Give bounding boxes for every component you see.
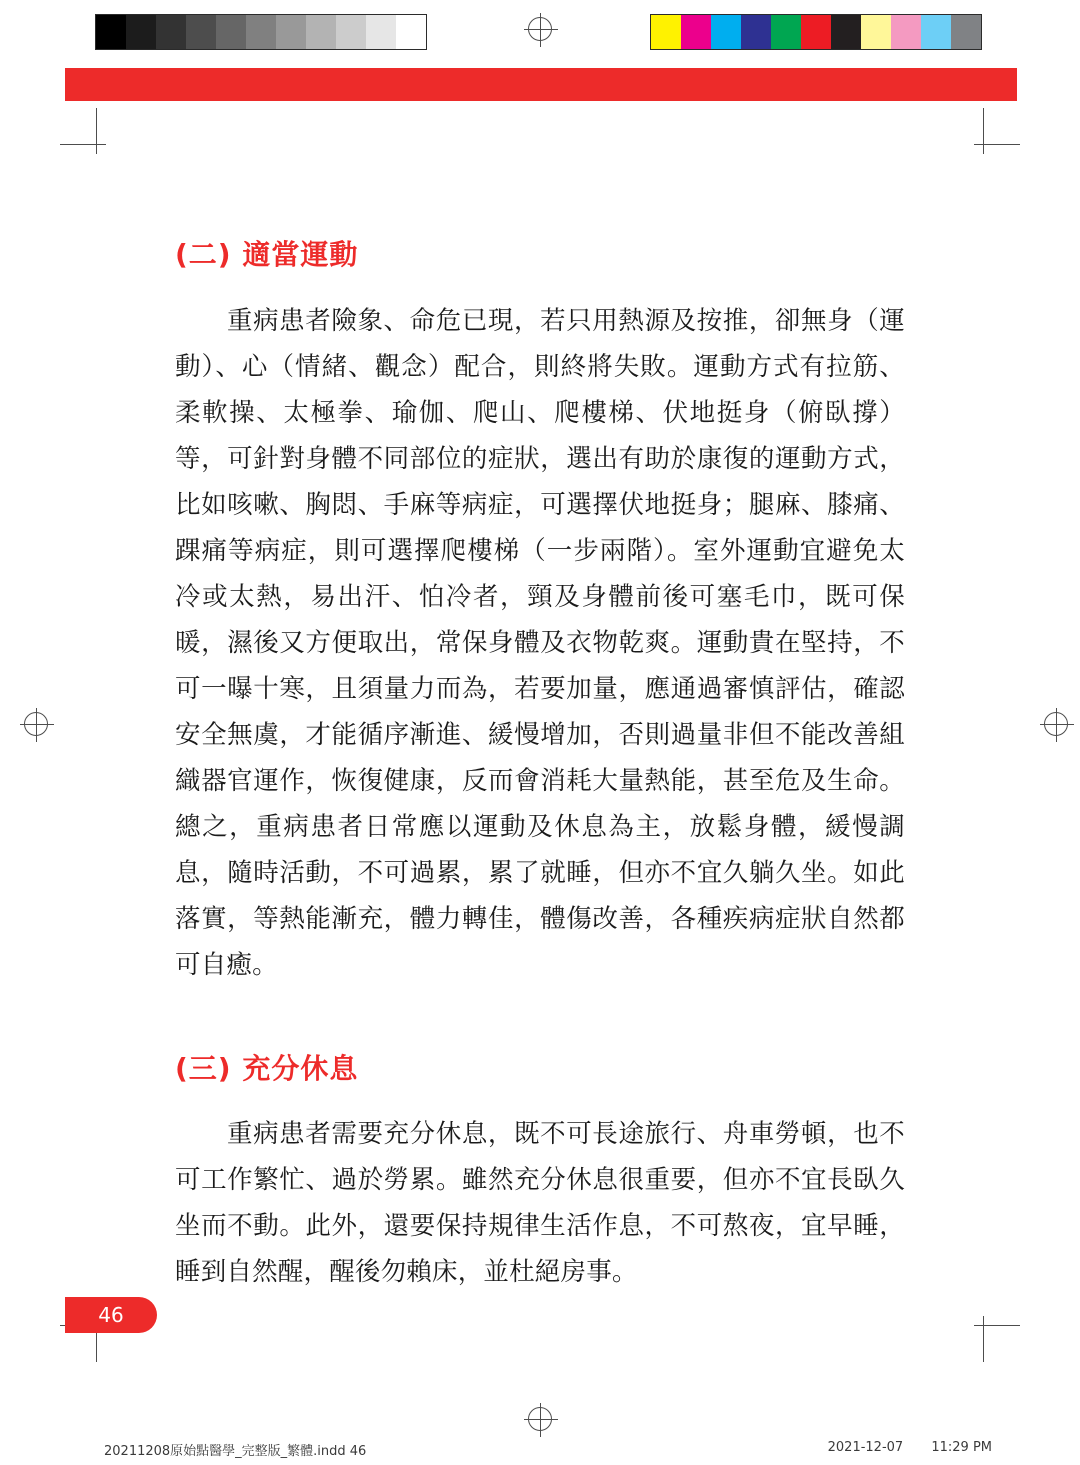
grayscale-swatch [396, 15, 426, 49]
slug-time: 11:29 PM [931, 1440, 992, 1455]
red-bleed-band [65, 68, 1017, 101]
page-number-folio: 46 [65, 1297, 157, 1333]
slug-date: 2021-12-07 [827, 1440, 904, 1455]
registration-target-icon [20, 708, 54, 742]
color-swatch [861, 15, 891, 49]
crop-mark-icon [974, 108, 1020, 154]
grayscale-swatch [156, 15, 186, 49]
color-swatch [651, 15, 681, 49]
crop-mark-icon [60, 108, 106, 154]
grayscale-swatch [246, 15, 276, 49]
color-swatch [741, 15, 771, 49]
color-swatch [681, 15, 711, 49]
color-swatch [801, 15, 831, 49]
section-paragraph-1: 重病患者險象、命危已現，若只用熱源及按推，卻無身（運動）、心（情緒、觀念）配合，則終將失敗。運動方式有拉筋、柔軟操、太極拳、瑜伽、爬山、爬樓梯、伏地挺身（俯臥撐）等，可針對身體不同部位的症狀，選出有助於康復的運動方式，比如咳嗽、胸悶、手麻等病症，可選擇伏地挺身；腿麻、膝痛、踝痛等病症，則可選擇爬樓梯（一步兩階）。室外運動宜避免太冷或太熱，易出汗、怕冷者，頸及身體前後可塞毛巾，既可保暖，濕後又方便取出，常保身體及衣物乾爽。運動貴在堅持，不可一曝十寒，且須量力而為，若要加量，應通過審慎評估，確認安全無虞，才能循序漸進、緩慢增加，否則過量非但不能改善組織器官運作，恢復健康，反而會消耗大量熱能，甚至危及生命。總之，重病患者日常應以運動及休息為主，放鬆身體，緩慢調息，隨時活動，不可過累，累了就睡，但亦不宜久躺久坐。如此落實，等熱能漸充，體力轉佳，體傷改善，各種疾病症狀自然都可自癒。 [175, 305, 905, 980]
registration-target-icon [524, 13, 558, 47]
crop-mark-icon [974, 1316, 1020, 1362]
slug-timestamp [804, 1440, 992, 1455]
grayscale-swatch [126, 15, 156, 49]
color-swatch [921, 15, 951, 49]
color-swatch [891, 15, 921, 49]
color-calibration-bar [650, 14, 982, 50]
grayscale-swatch [186, 15, 216, 49]
grayscale-calibration-bar [95, 14, 427, 50]
grayscale-swatch [336, 15, 366, 49]
color-swatch [711, 15, 741, 49]
registration-target-icon [524, 1403, 558, 1437]
color-swatch [771, 15, 801, 49]
slug-file-info: 20211208原始點醫學_完整版_繁體.indd 46 [104, 1444, 367, 1459]
grayscale-swatch [276, 15, 306, 49]
registration-target-icon [1040, 708, 1074, 742]
page-content [175, 238, 905, 1295]
section-heading-1: (二) 適當運動 [175, 238, 359, 271]
grayscale-swatch [96, 15, 126, 49]
grayscale-swatch [216, 15, 246, 49]
section-heading-2: (三) 充分休息 [175, 1051, 359, 1085]
section-paragraph-2: 重病患者需要充分休息，既不可長途旅行、舟車勞頓，也不可工作繁忙、過於勞累。雖然充分休息很重要，但亦不宜長臥久坐而不動。此外，還要保持規律生活作息，不可熬夜，宜早睡，睡到自然醒，醒後勿賴床，並杜絕房事。 [175, 1119, 905, 1288]
color-swatch [831, 15, 861, 49]
color-swatch [951, 15, 981, 49]
grayscale-swatch [306, 15, 336, 49]
grayscale-swatch [366, 15, 396, 49]
